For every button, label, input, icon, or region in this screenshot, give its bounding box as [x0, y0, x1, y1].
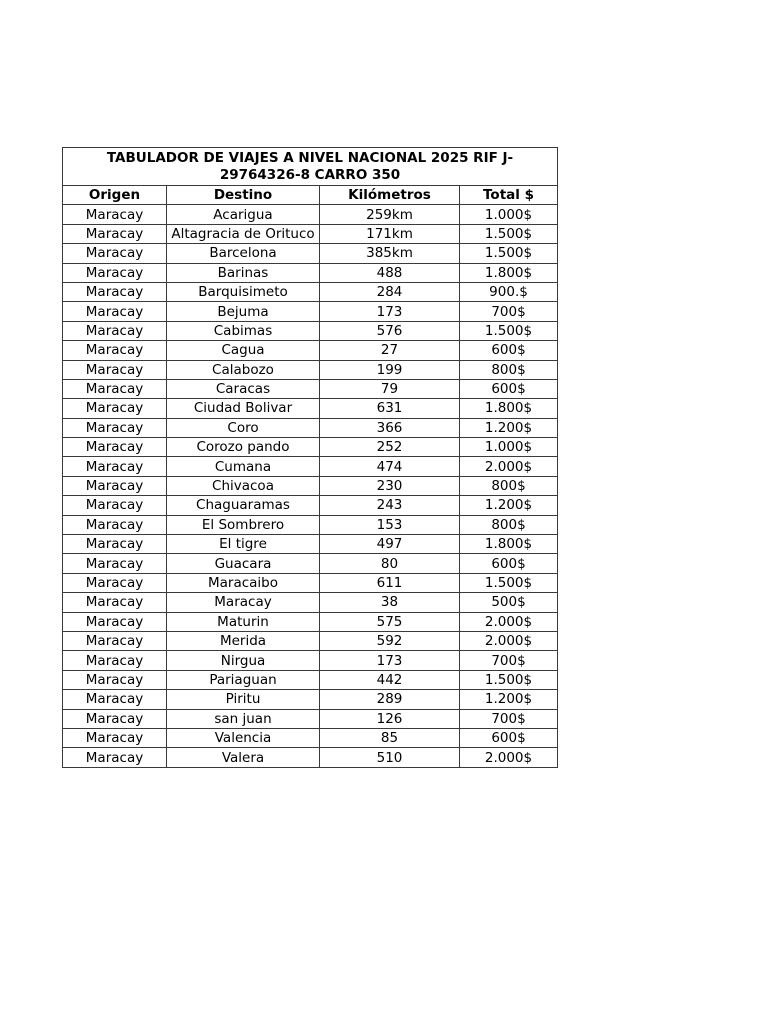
cell-destino: Valencia: [167, 728, 320, 747]
cell-total: 1.800$: [460, 399, 558, 418]
cell-destino: Barcelona: [167, 244, 320, 263]
cell-total: 2.000$: [460, 612, 558, 631]
table-row: [63, 379, 558, 398]
table-row: [63, 341, 558, 360]
cell-kilometros: 474: [320, 457, 460, 476]
cell-total: 1.200$: [460, 690, 558, 709]
cell-total: 1.200$: [460, 496, 558, 515]
cell-destino: Caracas: [167, 379, 320, 398]
cell-total: 600$: [460, 728, 558, 747]
document-page: [62, 147, 557, 768]
table-row: [63, 360, 558, 379]
table-row: [63, 593, 558, 612]
cell-destino: Valera: [167, 748, 320, 767]
cell-total: 800$: [460, 515, 558, 534]
cell-kilometros: 611: [320, 573, 460, 592]
cell-destino: Corozo pando: [167, 438, 320, 457]
cell-destino: Barquisimeto: [167, 282, 320, 301]
header-row: [63, 186, 558, 205]
cell-total: 1.500$: [460, 670, 558, 689]
cell-origen: Maracay: [63, 631, 167, 650]
cell-kilometros: 27: [320, 341, 460, 360]
cell-destino: El tigre: [167, 535, 320, 554]
cell-destino: Coro: [167, 418, 320, 437]
cell-kilometros: 243: [320, 496, 460, 515]
cell-kilometros: 284: [320, 282, 460, 301]
cell-origen: Maracay: [63, 302, 167, 321]
table-row: [63, 244, 558, 263]
cell-origen: Maracay: [63, 670, 167, 689]
cell-total: 600$: [460, 379, 558, 398]
table-row: [63, 205, 558, 224]
cell-total: 1.800$: [460, 263, 558, 282]
cell-total: 1.000$: [460, 438, 558, 457]
table-row: [63, 496, 558, 515]
cell-destino: Chaguaramas: [167, 496, 320, 515]
cell-destino: Cagua: [167, 341, 320, 360]
table-row: [63, 224, 558, 243]
cell-total: 800$: [460, 476, 558, 495]
cell-destino: Nirgua: [167, 651, 320, 670]
cell-origen: Maracay: [63, 593, 167, 612]
table-row: [63, 263, 558, 282]
cell-total: 2.000$: [460, 748, 558, 767]
cell-total: 800$: [460, 360, 558, 379]
table-row: [63, 282, 558, 301]
cell-total: 600$: [460, 341, 558, 360]
cell-destino: Cumana: [167, 457, 320, 476]
cell-kilometros: 576: [320, 321, 460, 340]
cell-kilometros: 497: [320, 535, 460, 554]
cell-total: 600$: [460, 554, 558, 573]
cell-kilometros: 85: [320, 728, 460, 747]
cell-origen: Maracay: [63, 476, 167, 495]
table-row: [63, 399, 558, 418]
cell-kilometros: 592: [320, 631, 460, 650]
cell-origen: Maracay: [63, 457, 167, 476]
cell-total: 500$: [460, 593, 558, 612]
cell-kilometros: 442: [320, 670, 460, 689]
cell-kilometros: 153: [320, 515, 460, 534]
cell-destino: Maracay: [167, 593, 320, 612]
cell-destino: Calabozo: [167, 360, 320, 379]
cell-origen: Maracay: [63, 205, 167, 224]
table-row: [63, 728, 558, 747]
cell-destino: Piritu: [167, 690, 320, 709]
table-row: [63, 612, 558, 631]
table-row: [63, 321, 558, 340]
cell-total: 1.800$: [460, 535, 558, 554]
column-header-destino: Destino: [167, 186, 320, 205]
cell-origen: Maracay: [63, 535, 167, 554]
cell-destino: Ciudad Bolivar: [167, 399, 320, 418]
table-row: [63, 438, 558, 457]
column-header-origen: Origen: [63, 186, 167, 205]
table-row: [63, 748, 558, 767]
cell-origen: Maracay: [63, 244, 167, 263]
cell-kilometros: 289: [320, 690, 460, 709]
cell-origen: Maracay: [63, 612, 167, 631]
cell-origen: Maracay: [63, 515, 167, 534]
cell-origen: Maracay: [63, 418, 167, 437]
cell-total: 1.500$: [460, 321, 558, 340]
cell-kilometros: 126: [320, 709, 460, 728]
table-row: [63, 670, 558, 689]
table-row: [63, 709, 558, 728]
cell-origen: Maracay: [63, 321, 167, 340]
table-row: [63, 535, 558, 554]
cell-destino: Merida: [167, 631, 320, 650]
cell-origen: Maracay: [63, 341, 167, 360]
cell-origen: Maracay: [63, 399, 167, 418]
cell-destino: El Sombrero: [167, 515, 320, 534]
cell-origen: Maracay: [63, 263, 167, 282]
cell-kilometros: 259km: [320, 205, 460, 224]
cell-kilometros: 631: [320, 399, 460, 418]
table-row: [63, 554, 558, 573]
table-row: [63, 631, 558, 650]
table-title: TABULADOR DE VIAJES A NIVEL NACIONAL 2025 RIF J-29764326-8 CARRO 350: [63, 148, 558, 186]
cell-origen: Maracay: [63, 748, 167, 767]
cell-destino: Bejuma: [167, 302, 320, 321]
cell-destino: Pariaguan: [167, 670, 320, 689]
cell-destino: Maturin: [167, 612, 320, 631]
cell-kilometros: 575: [320, 612, 460, 631]
cell-destino: Acarigua: [167, 205, 320, 224]
cell-origen: Maracay: [63, 728, 167, 747]
table-row: [63, 573, 558, 592]
cell-total: 700$: [460, 302, 558, 321]
cell-kilometros: 80: [320, 554, 460, 573]
table-row: [63, 418, 558, 437]
cell-origen: Maracay: [63, 282, 167, 301]
cell-origen: Maracay: [63, 554, 167, 573]
column-header-kilometros: Kilómetros: [320, 186, 460, 205]
cell-kilometros: 252: [320, 438, 460, 457]
column-header-total: Total $: [460, 186, 558, 205]
cell-destino: Maracaibo: [167, 573, 320, 592]
cell-kilometros: 510: [320, 748, 460, 767]
cell-total: 1.500$: [460, 573, 558, 592]
cell-total: 1.500$: [460, 224, 558, 243]
cell-origen: Maracay: [63, 690, 167, 709]
cell-kilometros: 230: [320, 476, 460, 495]
cell-destino: san juan: [167, 709, 320, 728]
travel-rate-table: [62, 147, 558, 768]
cell-kilometros: 171km: [320, 224, 460, 243]
cell-kilometros: 173: [320, 651, 460, 670]
cell-origen: Maracay: [63, 651, 167, 670]
table-row: [63, 476, 558, 495]
cell-kilometros: 199: [320, 360, 460, 379]
cell-kilometros: 385km: [320, 244, 460, 263]
cell-total: 1.000$: [460, 205, 558, 224]
table-row: [63, 302, 558, 321]
cell-total: 1.500$: [460, 244, 558, 263]
cell-origen: Maracay: [63, 438, 167, 457]
cell-total: 1.200$: [460, 418, 558, 437]
cell-destino: Barinas: [167, 263, 320, 282]
cell-origen: Maracay: [63, 709, 167, 728]
cell-kilometros: 38: [320, 593, 460, 612]
cell-total: 700$: [460, 709, 558, 728]
table-body: [63, 205, 558, 767]
cell-total: 2.000$: [460, 631, 558, 650]
cell-total: 900.$: [460, 282, 558, 301]
table-row: [63, 515, 558, 534]
cell-origen: Maracay: [63, 379, 167, 398]
table-row: [63, 690, 558, 709]
cell-total: 2.000$: [460, 457, 558, 476]
title-row: [63, 148, 558, 186]
cell-destino: Chivacoa: [167, 476, 320, 495]
cell-kilometros: 173: [320, 302, 460, 321]
cell-destino: Cabimas: [167, 321, 320, 340]
table-row: [63, 457, 558, 476]
cell-origen: Maracay: [63, 496, 167, 515]
cell-total: 700$: [460, 651, 558, 670]
cell-destino: Altagracia de Orituco: [167, 224, 320, 243]
cell-kilometros: 366: [320, 418, 460, 437]
cell-origen: Maracay: [63, 573, 167, 592]
cell-destino: Guacara: [167, 554, 320, 573]
table-row: [63, 651, 558, 670]
cell-kilometros: 79: [320, 379, 460, 398]
cell-origen: Maracay: [63, 360, 167, 379]
cell-kilometros: 488: [320, 263, 460, 282]
cell-origen: Maracay: [63, 224, 167, 243]
